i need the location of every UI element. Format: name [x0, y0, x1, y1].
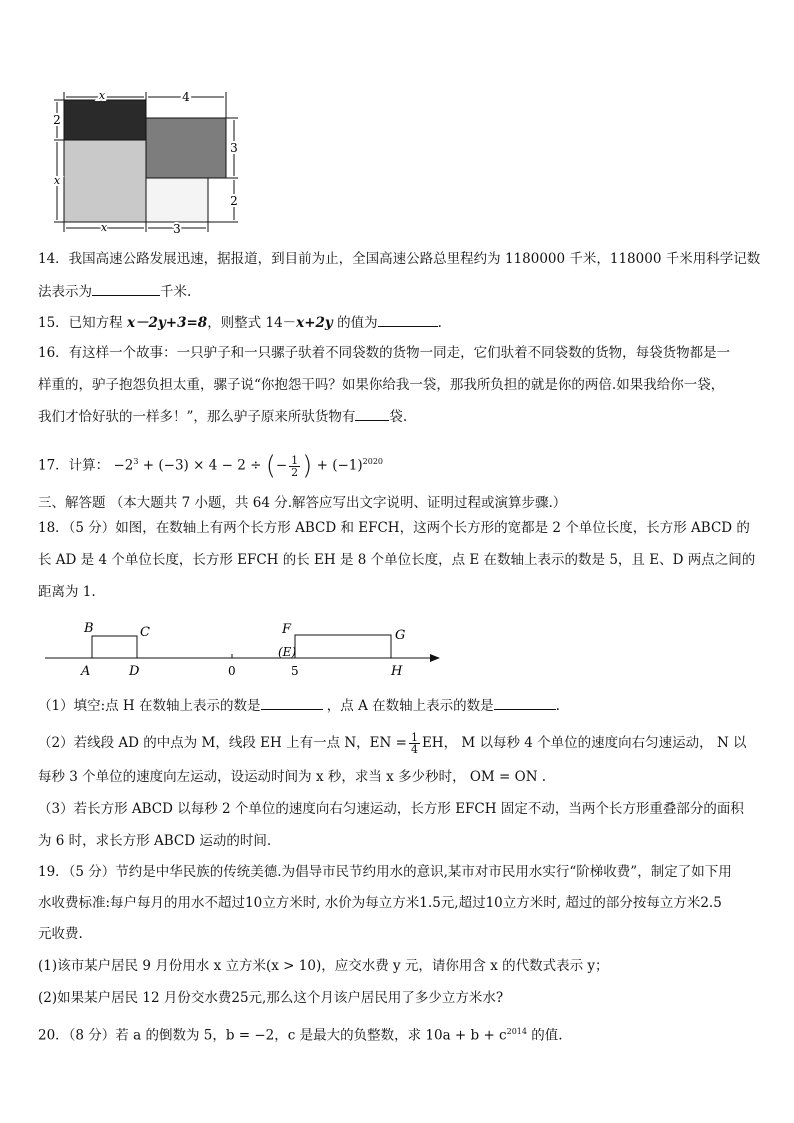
q14-line1: 14．我国高速公路发展迅速，据报道，到目前为止，全国高速公路总里程约为 1180000 千米，118000 千米用科学记数 — [38, 251, 761, 267]
q18-part3-line1: （3）若长方形 ABCD 以每秒 2 个单位的速度向右匀速运动，长方形 EFCH 固定不动，当两个长方形重叠部分的面积 — [38, 801, 744, 817]
q15-end: . — [437, 315, 442, 331]
label-3-right: 3 — [230, 141, 238, 155]
label-five: 5 — [291, 664, 299, 677]
label-3-bottom: 3 — [173, 222, 181, 236]
q17-expr-b: + (−3) × 4 − 2 ÷ — [138, 457, 266, 474]
label-4: 4 — [182, 90, 190, 104]
q19-line3: 元收费. — [38, 926, 83, 942]
label-x-left: x — [53, 174, 61, 187]
q15-line — [38, 312, 442, 333]
q17-frac-num: 1 — [291, 453, 299, 467]
q18-p1-end: . — [555, 698, 560, 714]
light-gray-rect — [64, 140, 146, 222]
q18-p2-pre: （2）若线段 AD 的中点为 M，线段 EH 上有一点 N，EN = — [38, 735, 407, 751]
q18-p2-frac-num: 1 — [410, 731, 418, 744]
q16-answer-blank[interactable] — [355, 406, 389, 421]
q17-label: 17．计算： — [38, 457, 110, 474]
gray-rect — [146, 118, 226, 178]
axis-arrow-icon — [430, 654, 440, 662]
q15-expr: x+2y — [296, 315, 333, 331]
q19-line2: 水收费标准:每户每月的用水不超过10立方米时, 水价为每立方米1.5元,超过10立方米时, 超过的部分按每立方米2.5 — [38, 895, 722, 911]
q17-minus: − — [275, 457, 288, 474]
q15-mid: ，则整式 14－ — [207, 315, 297, 331]
q18-p2-fraction — [409, 732, 420, 755]
q18-part1 — [38, 695, 560, 716]
label-F: F — [282, 622, 292, 637]
rect-efch — [295, 635, 391, 658]
q19-line1: 19．（5 分）节约是中华民族的传统美德.为倡导市民节约用水的意识,某市对市民用水实行“阶梯收费”，制定了如下用 — [38, 864, 732, 880]
q14-line2 — [38, 281, 191, 302]
section3-title: 三、解答题 （本大题共 7 小题，共 64 分.解答应写出文字说明、证明过程或演算步骤.） — [38, 495, 567, 511]
q18-line3: 距离为 1. — [38, 584, 96, 600]
label-B: B — [84, 621, 94, 636]
q15-pre: 15．已知方程 — [38, 315, 127, 331]
q18-p1-mid: ，点 A 在数轴上表示的数是 — [326, 698, 494, 714]
q16-line3 — [38, 406, 407, 427]
label-G: G — [395, 628, 406, 643]
label-E: (E) — [278, 645, 297, 659]
q16-line3-pre: 我们才恰好驮的一样多！”，那么驴子原来所驮货物有 — [38, 409, 356, 425]
q18-p2-post: EH， M 以每秒 4 个单位的速度向右匀速运动， N 以 — [421, 735, 747, 751]
q18-p2-frac-den: 4 — [410, 743, 418, 756]
q18-part2-line1 — [38, 730, 747, 756]
q18-part3-line2: 为 6 时，求长方形 ABCD 运动的时间. — [38, 833, 272, 849]
label-x-top: x — [98, 89, 106, 102]
q15-post: 的值为 — [332, 315, 378, 331]
q17-frac-den: 2 — [291, 465, 299, 479]
label-2-left: 2 — [53, 113, 61, 127]
q15-equation: x－2y+3=8 — [126, 315, 208, 331]
number-line-figure — [40, 615, 450, 677]
q16-line1: 16．有这样一个故事：一只驴子和一只骡子驮着不同袋数的货物一同走，它们驮着不同袋数的货物，每袋货物都是一 — [38, 345, 731, 361]
q17-line — [38, 446, 383, 482]
q17-exp2020: 2020 — [362, 457, 384, 466]
label-D: D — [129, 664, 140, 677]
q16-line2: 样重的，驴子抱怨负担太重，骡子说“你抱怨干吗？如果你给我一袋，那我所负担的就是你的两倍.如果我给你一袋， — [38, 377, 725, 393]
area-figure — [48, 88, 248, 238]
q18-a-answer-blank[interactable] — [494, 695, 556, 710]
q18-line1: 18．（5 分）如图，在数轴上有两个长方形 ABCD 和 EFCH，这两个长方形的宽都是 2 个单位长度，长方形 ABCD 的 — [38, 520, 750, 536]
label-x-bottom: x — [100, 221, 108, 234]
label-H: H — [391, 664, 403, 677]
q15-answer-blank[interactable] — [378, 312, 438, 327]
q16-line3-post: 袋. — [389, 409, 408, 425]
q20-line — [38, 1022, 563, 1046]
q14-answer-blank[interactable] — [92, 281, 160, 296]
q14-text-pre: 法表示为 — [38, 284, 92, 300]
q17-paren-right: ) — [302, 451, 313, 481]
q17-expr-a: −2 — [113, 457, 134, 474]
q17-expr-c: + (−1) — [312, 457, 363, 474]
q17-paren-left: ( — [265, 451, 276, 481]
label-C: C — [140, 625, 150, 640]
dark-rect — [64, 100, 146, 140]
q20-exp: 2014 — [506, 1027, 527, 1036]
label-A: A — [81, 664, 91, 677]
white-rect — [146, 178, 208, 222]
q20-post: 的值. — [526, 1027, 563, 1044]
q17-exp3: 3 — [133, 457, 139, 466]
rect-abcd — [92, 636, 137, 658]
q14-text-post: 千米. — [160, 284, 192, 300]
label-2-right: 2 — [230, 194, 238, 208]
q18-h-answer-blank[interactable] — [261, 695, 323, 710]
q18-p1-pre: （1）填空:点 H 在数轴上表示的数是 — [38, 698, 261, 714]
q20-pre: 20．（8 分）若 a 的倒数为 5，b = −2，c 是最大的负整数，求 10a + b + c — [38, 1027, 507, 1044]
q18-part2-line2: 每秒 3 个单位的速度向左运动，设运动时间为 x 秒，求当 x 多少秒时， OM = ON . — [38, 769, 547, 785]
q19-part1: (1)该市某户居民 9 月份用水 x 立方米(x > 10)，应交水费 y 元，请你用含 x 的代数式表示 y； — [38, 958, 609, 974]
q18-line2: 长 AD 是 4 个单位长度，长方形 EFCH 的长 EH 是 8 个单位长度，点 E 在数轴上表示的数是 5，且 E、D 两点之间的 — [38, 552, 756, 568]
label-zero: 0 — [228, 664, 236, 677]
q17-fraction — [289, 455, 300, 478]
q19-part2: (2)如果某户居民 12 月份交水费25元,那么这个月该户居民用了多少立方米水? — [38, 990, 504, 1006]
